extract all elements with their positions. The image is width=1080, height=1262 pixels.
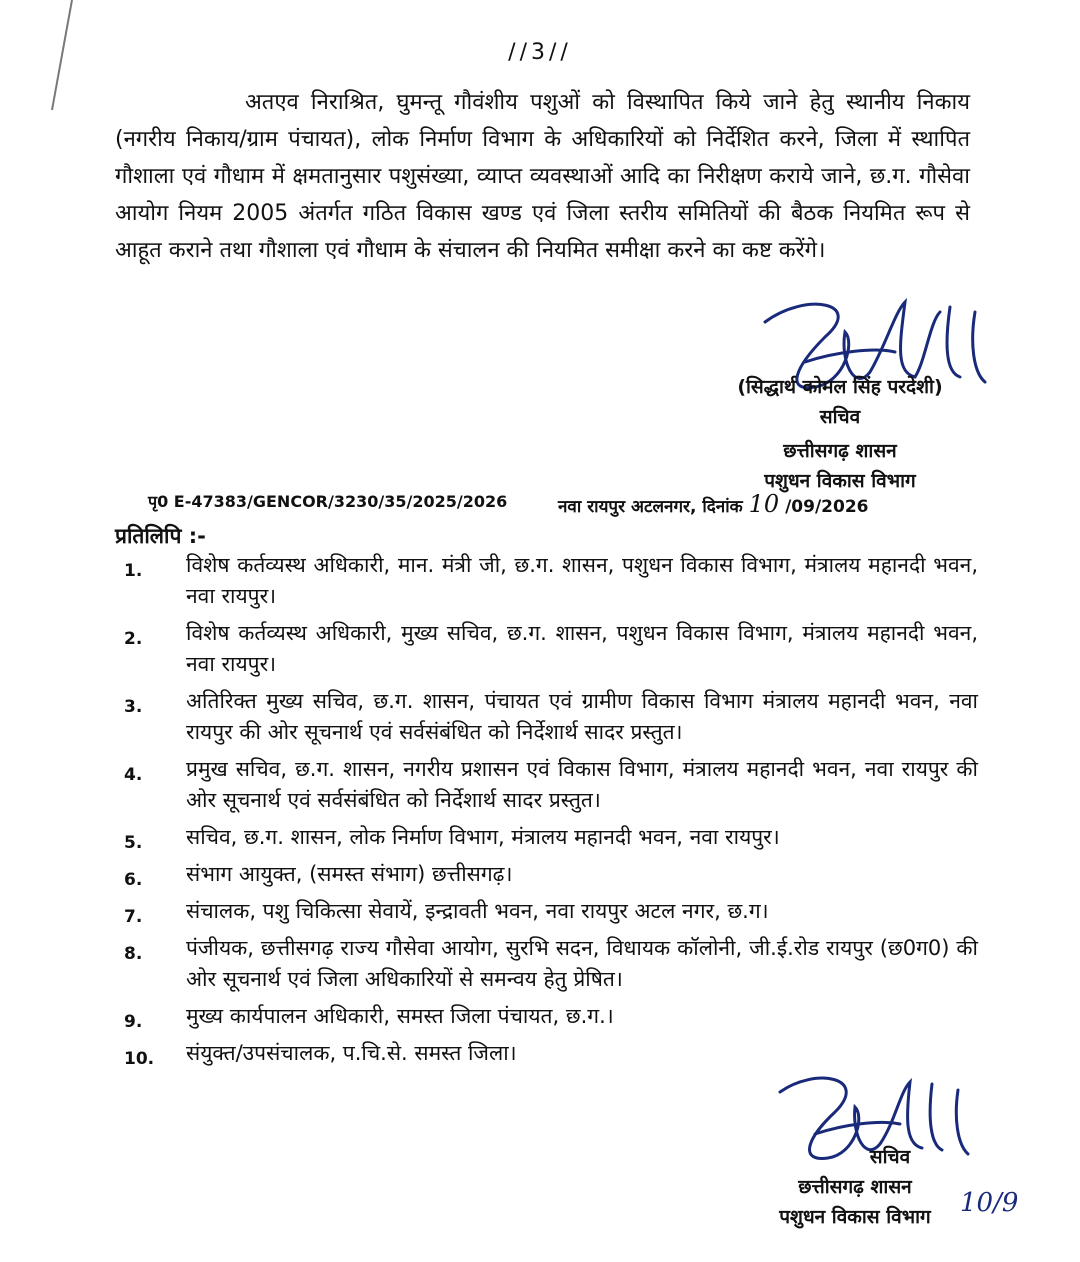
signatory-block-2 — [745, 1142, 965, 1232]
reference-number: पृ0 E-47383/GENCOR/3230/35/2025/2026 — [148, 492, 508, 511]
list-item-text: मुख्य कार्यपालन अधिकारी, समस्त जिला पंचायत, छ.ग.। — [186, 1004, 614, 1028]
list-item — [118, 1001, 978, 1032]
list-item — [118, 933, 978, 995]
list-item — [118, 896, 978, 927]
page-number: //3// — [508, 40, 572, 65]
list-item-text: विशेष कर्तव्यस्थ अधिकारी, मुख्य सचिव, छ.ग. शासन, पशुधन विकास विभाग, मंत्रालय महानदी भवन, नवा रायपुर। — [186, 621, 978, 676]
signatory-name: (सिद्धार्थ कोमल सिंह परदेशी) — [737, 376, 943, 398]
copy-list — [118, 550, 978, 1075]
signatory-government: छत्तीसगढ़ शासन — [783, 440, 897, 462]
list-item-number: 1. — [124, 561, 143, 581]
body-paragraph-text: अतएव निराश्रित, घुमन्तू गौवंशीय पशुओं को विस्थापित किये जाने हेतु स्थानीय निकाय (नगरीय निकाय/ग्राम पंचायत), लोक निर्माण विभाग के अधिकारियों को निर्देशित करने, जिला में स्थापित गौशाला एवं गौधाम में क्षमतानुसार पशुसंख्या, व्याप्त व्यवस्थाओं आदि का निरीक्षण कराये जाने, छ.ग. गौसेवा आयोग नियम 2005 अंतर्गत गठित विकास खण्ड एवं जिला स्तरीय समितियों की बैठक नियमित रूप से आहूत कराने तथा गौशाला एवं गौधाम के संचालन की नियमित समीक्षा करने का कष्ट करेंगे। — [115, 90, 970, 263]
signatory2-department: पशुधन विकास विभाग — [779, 1206, 931, 1228]
list-item-number: 4. — [124, 765, 143, 785]
list-item — [118, 686, 978, 748]
list-item-number: 5. — [124, 833, 143, 853]
list-item — [118, 859, 978, 890]
handwritten-date: 10/9 — [960, 1188, 1019, 1218]
body-paragraph — [115, 84, 970, 269]
list-item — [118, 822, 978, 853]
list-item-number: 3. — [124, 697, 143, 717]
reference-place-date — [558, 490, 868, 518]
list-item-text: विशेष कर्तव्यस्थ अधिकारी, मान. मंत्री जी, छ.ग. शासन, पशुधन विकास विभाग, मंत्रालय महानदी भवन, नवा रायपुर। — [186, 553, 978, 608]
list-item-text: संयुक्त/उपसंचालक, प.चि.से. समस्त जिला। — [186, 1041, 517, 1065]
list-item-number: 6. — [124, 870, 143, 890]
signatory2-government: छत्तीसगढ़ शासन — [798, 1176, 912, 1198]
place-date-label: नवा रायपुर अटलनगर, दिनांक — [558, 497, 743, 517]
list-item-number: 2. — [124, 629, 143, 649]
list-item-text: पंजीयक, छत्तीसगढ़ राज्य गौसेवा आयोग, सुरभि सदन, विधायक कॉलोनी, जी.ई.रोड रायपुर (छ0ग0) की ओर सूचनार्थ एवं जिला अधिकारियों से समन्वय हेतु प्रेषित। — [186, 936, 978, 991]
signatory-block-1 — [720, 372, 960, 496]
list-item-text: सचिव, छ.ग. शासन, लोक निर्माण विभाग, मंत्रालय महानदी भवन, नवा रायपुर। — [186, 825, 780, 849]
list-item — [118, 618, 978, 680]
list-item-text: प्रमुख सचिव, छ.ग. शासन, नगरीय प्रशासन एवं विकास विभाग, मंत्रालय महानदी भवन, नवा रायपुर की ओर सूचनार्थ एवं सर्वसंबंधित को निर्देशार्थ सादर प्रस्तुत। — [186, 757, 978, 812]
date-day-handwritten: 10 — [748, 490, 780, 518]
list-item-number: 9. — [124, 1012, 143, 1032]
list-item — [118, 550, 978, 612]
list-item-text: संचालक, पशु चिकित्सा सेवायें, इन्द्रावती भवन, नवा रायपुर अटल नगर, छ.ग। — [186, 899, 769, 923]
list-item-number: 10. — [124, 1049, 155, 1069]
copy-heading: प्रतिलिपि :- — [115, 524, 206, 548]
signatory2-designation: सचिव — [869, 1146, 911, 1168]
list-item-number: 8. — [124, 944, 143, 964]
signatory-department: पशुधन विकास विभाग — [764, 470, 916, 492]
list-item-text: अतिरिक्त मुख्य सचिव, छ.ग. शासन, पंचायत एवं ग्रामीण विकास विभाग मंत्रालय महानदी भवन, नवा रायपुर की ओर सूचनार्थ एवं सर्वसंबंधित को निर्देशार्थ सादर प्रस्तुत। — [186, 689, 978, 744]
list-item-number: 7. — [124, 907, 143, 927]
signatory-designation: सचिव — [819, 406, 861, 428]
list-item — [118, 754, 978, 816]
date-month-year: /09/2026 — [785, 497, 869, 517]
list-item-text: संभाग आयुक्त, (समस्त संभाग) छत्तीसगढ़। — [186, 862, 513, 886]
